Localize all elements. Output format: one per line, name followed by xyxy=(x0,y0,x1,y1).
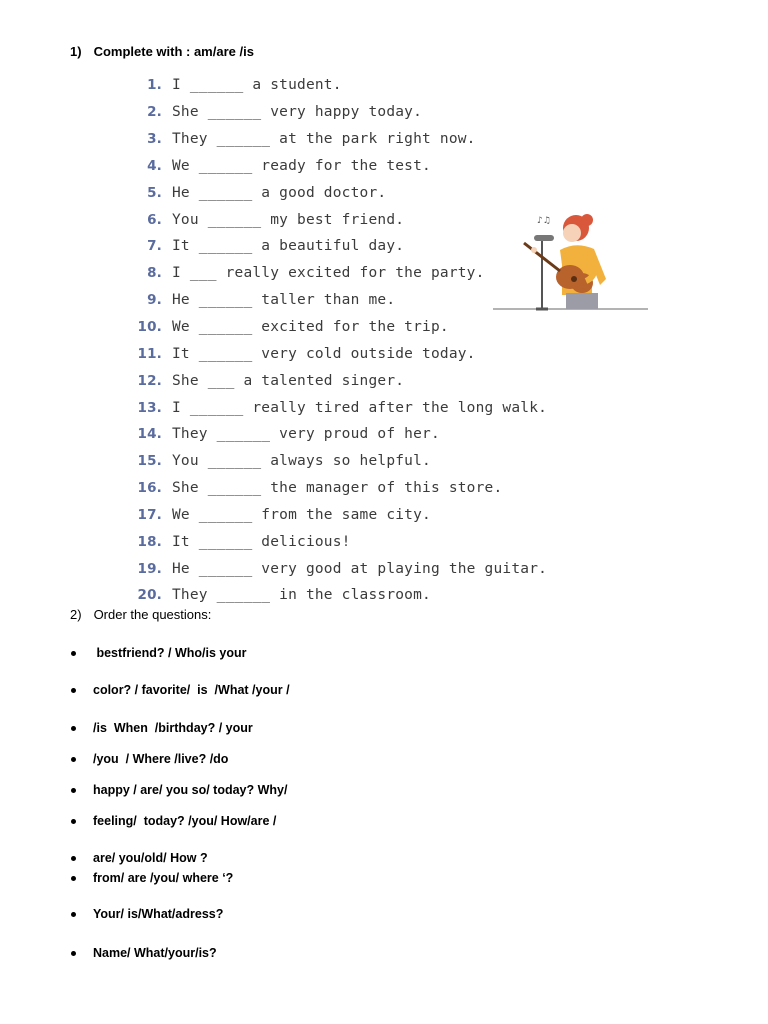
exercise-item xyxy=(122,72,562,99)
question-text: /you / Where /live? /do xyxy=(93,752,229,766)
bullet-icon xyxy=(71,757,76,762)
question-item xyxy=(70,752,228,766)
exercise-number: 7. xyxy=(147,238,162,255)
exercise-sentence: She ___ a talented singer. xyxy=(172,372,405,389)
exercise-sentence: She ______ very happy today. xyxy=(172,104,423,121)
exercise-item xyxy=(122,555,562,582)
exercise-sentence: They ______ very proud of her. xyxy=(172,426,440,443)
question-item xyxy=(70,721,253,735)
question-item xyxy=(70,783,287,797)
question-item xyxy=(70,683,290,697)
bullet-icon xyxy=(71,788,76,793)
exercise-item xyxy=(122,340,562,367)
exercise-sentence: They ______ in the classroom. xyxy=(172,587,431,604)
question-text: are/ you/old/ How ? xyxy=(93,851,208,865)
exercise-number: 4. xyxy=(147,157,162,174)
exercise-number: 13. xyxy=(137,399,162,416)
exercise-number: 18. xyxy=(137,533,162,550)
bullet-icon xyxy=(71,651,76,656)
exercise-sentence: I ___ really excited for the party. xyxy=(172,265,485,282)
exercise-sentence: I ______ really tired after the long walk. xyxy=(172,399,548,416)
exercise-sentence: It ______ a beautiful day. xyxy=(172,238,405,255)
bullet-icon xyxy=(71,688,76,693)
exercise-item xyxy=(122,421,562,448)
exercise-item xyxy=(122,582,562,609)
exercise-item xyxy=(122,502,562,529)
exercise-number: 2. xyxy=(147,104,162,121)
exercise-sentence: She ______ the manager of this store. xyxy=(172,480,503,497)
exercise-item xyxy=(122,179,562,206)
question-text: feeling/ today? /you/ How/are / xyxy=(93,814,277,828)
bullet-icon xyxy=(71,856,76,861)
exercise-sentence: He ______ very good at playing the guitar. xyxy=(172,560,548,577)
question-item xyxy=(70,946,217,960)
exercise-number: 15. xyxy=(137,453,162,470)
section-2-heading xyxy=(70,607,211,622)
exercise-item xyxy=(122,394,562,421)
question-item xyxy=(70,646,246,660)
exercise-item xyxy=(122,475,562,502)
exercise-sentence: We ______ from the same city. xyxy=(172,506,431,523)
exercise-number: 10. xyxy=(137,319,162,336)
question-text: bestfriend? / Who/is your xyxy=(93,646,247,660)
bullet-icon xyxy=(71,819,76,824)
exercise-sentence: You ______ always so helpful. xyxy=(172,453,431,470)
exercise-number: 5. xyxy=(147,184,162,201)
question-text: color? / favorite/ is /What /your / xyxy=(93,683,290,697)
exercise-sentence: It ______ very cold outside today. xyxy=(172,345,476,362)
question-item xyxy=(70,907,223,921)
exercise-number: 12. xyxy=(137,372,162,389)
question-item xyxy=(70,814,276,828)
exercise-number: 17. xyxy=(137,506,162,523)
question-item xyxy=(70,851,208,865)
fill-in-exercise xyxy=(122,72,562,609)
bullet-icon xyxy=(71,951,76,956)
section-1-number: 1) xyxy=(70,44,82,59)
question-text: Name/ What/your/is? xyxy=(93,946,217,960)
exercise-number: 8. xyxy=(147,265,162,282)
exercise-sentence: He ______ taller than me. xyxy=(172,292,396,309)
section-2-number: 2) xyxy=(70,607,82,622)
exercise-item xyxy=(122,367,562,394)
exercise-item xyxy=(122,448,562,475)
exercise-item xyxy=(122,126,562,153)
exercise-number: 19. xyxy=(137,560,162,577)
exercise-number: 1. xyxy=(147,77,162,94)
exercise-sentence: I ______ a student. xyxy=(172,77,342,94)
question-text: /is When /birthday? / your xyxy=(93,721,253,735)
question-item xyxy=(70,871,233,885)
exercise-sentence: They ______ at the park right now. xyxy=(172,131,476,148)
section-1-title: Complete with : am/are /is xyxy=(93,44,254,59)
exercise-number: 9. xyxy=(147,292,162,309)
exercise-number: 3. xyxy=(147,131,162,148)
girl-singing-with-guitar-icon xyxy=(490,205,650,315)
exercise-sentence: We ______ excited for the trip. xyxy=(172,319,449,336)
bullet-icon xyxy=(71,876,76,881)
exercise-sentence: You ______ my best friend. xyxy=(172,211,405,228)
bullet-icon xyxy=(71,912,76,917)
exercise-item xyxy=(122,153,562,180)
exercise-item xyxy=(122,528,562,555)
exercise-sentence: It ______ delicious! xyxy=(172,533,351,550)
question-text: from/ are /you/ where ‘? xyxy=(93,871,234,885)
question-text: Your/ is/What/adress? xyxy=(93,907,224,921)
exercise-number: 20. xyxy=(137,587,162,604)
exercise-sentence: We ______ ready for the test. xyxy=(172,157,431,174)
exercise-number: 14. xyxy=(137,426,162,443)
exercise-item xyxy=(122,314,562,341)
exercise-number: 6. xyxy=(147,211,162,228)
exercise-number: 16. xyxy=(137,480,162,497)
bullet-icon xyxy=(71,726,76,731)
svg-text:♪♫: ♪♫ xyxy=(537,216,551,226)
exercise-item xyxy=(122,99,562,126)
exercise-sentence: He ______ a good doctor. xyxy=(172,184,387,201)
section-2-title: Order the questions: xyxy=(93,607,212,622)
section-1-heading xyxy=(70,44,254,59)
exercise-number: 11. xyxy=(137,345,162,362)
question-text: happy / are/ you so/ today? Why/ xyxy=(93,783,288,797)
